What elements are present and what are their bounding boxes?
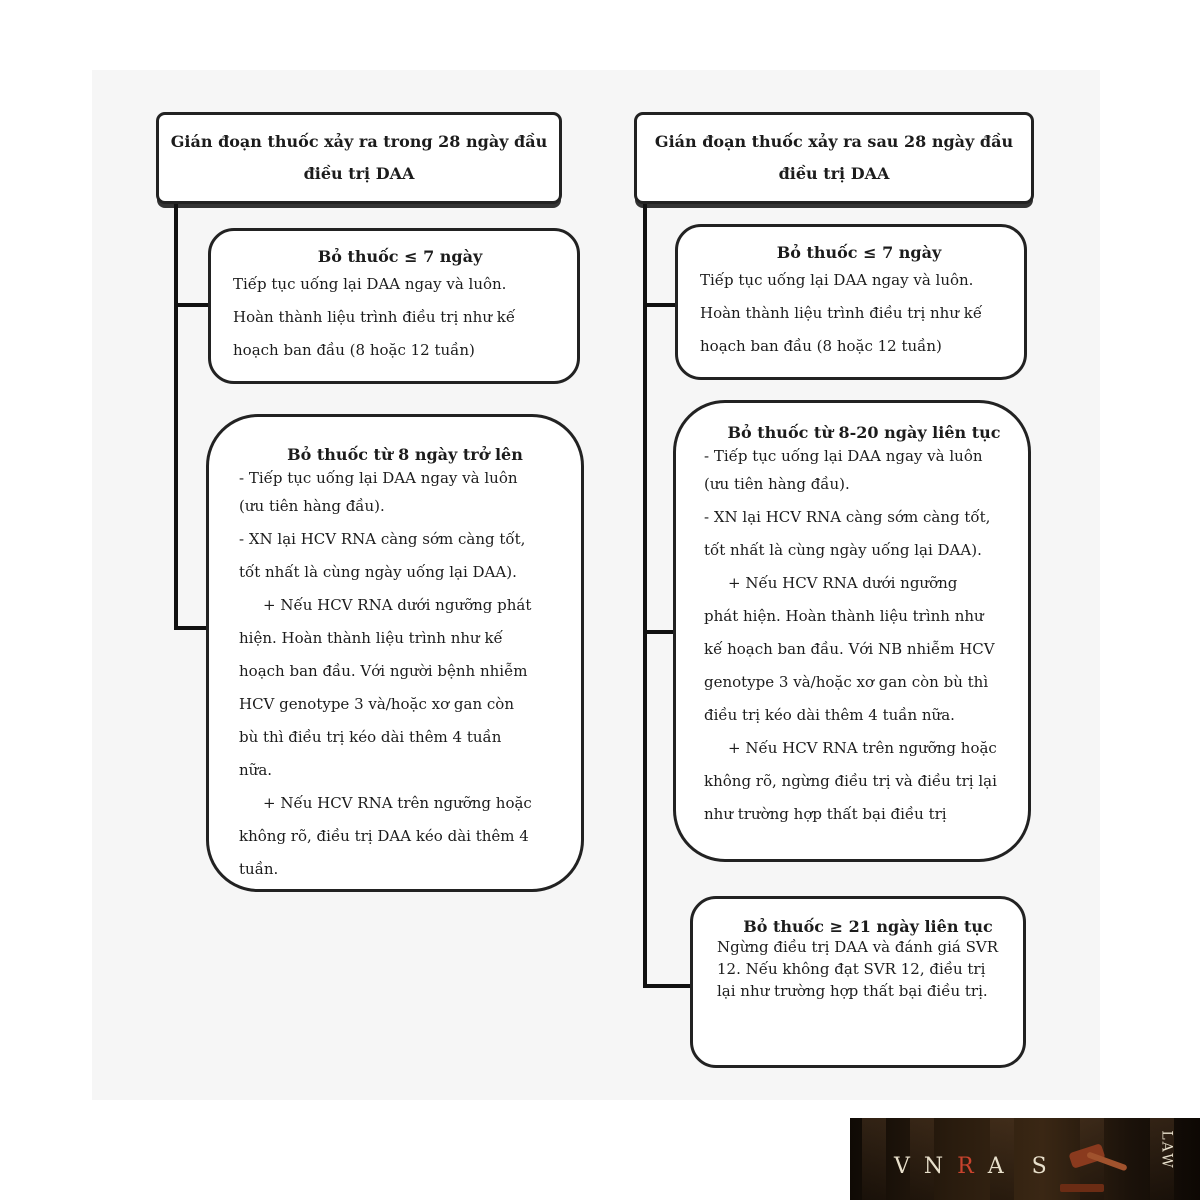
right-box2-line: + Nếu HCV RNA trên ngưỡng hoặc	[728, 739, 997, 757]
right-box2-line: genotype 3 và/hoặc xơ gan còn bù thì	[704, 673, 989, 691]
left-box2-line: tuần.	[239, 860, 279, 878]
left-box-long-break	[206, 414, 584, 892]
left-branch-1	[174, 303, 210, 307]
right-box-long-break	[690, 896, 1026, 1068]
left-box2-line: hoạch ban đầu. Với người bệnh nhiễm	[239, 662, 528, 680]
right-header-line-1: Gián đoạn thuốc xảy ra sau 28 ngày đầu	[654, 132, 1014, 151]
right-branch-3	[643, 984, 691, 988]
gavel-icon	[1056, 1140, 1136, 1196]
left-header-line-1: Gián đoạn thuốc xảy ra trong 28 ngày đầu	[170, 132, 548, 151]
left-box2-line: - XN lại HCV RNA càng sớm càng tốt,	[239, 530, 526, 548]
logo-side-text: LAW	[1158, 1130, 1175, 1170]
left-box2-line: không rõ, điều trị DAA kéo dài thêm 4	[239, 827, 529, 845]
left-box-short-break	[208, 228, 580, 384]
vnras-law-logo	[850, 1118, 1200, 1200]
left-box2-line: hiện. Hoàn thành liệu trình như kế	[239, 629, 503, 647]
right-box2-line: phát hiện. Hoàn thành liệu trình như	[704, 607, 984, 625]
left-box2-line: + Nếu HCV RNA dưới ngưỡng phát	[263, 596, 532, 614]
left-trunk-line	[174, 204, 178, 630]
right-trunk-line	[643, 204, 647, 988]
right-box2-line: như trường hợp thất bại điều trị	[704, 805, 947, 823]
left-box2-line: + Nếu HCV RNA trên ngưỡng hoặc	[263, 794, 532, 812]
logo-letter: N	[923, 1154, 958, 1179]
right-box-short-break	[675, 224, 1027, 380]
left-box1-line: Hoàn thành liệu trình điều trị như kế	[233, 308, 516, 326]
right-box2-line: kế hoạch ban đầu. Với NB nhiễm HCV	[704, 640, 995, 658]
left-box2-line: tốt nhất là cùng ngày uống lại DAA).	[239, 563, 517, 581]
right-box3-line: 12. Nếu không đạt SVR 12, điều trị	[717, 960, 986, 978]
right-box2-line: tốt nhất là cùng ngày uống lại DAA).	[704, 541, 982, 559]
left-box2-line: bù thì điều trị kéo dài thêm 4 tuần	[239, 728, 502, 746]
left-box1-line: Tiếp tục uống lại DAA ngay và luôn.	[233, 275, 507, 293]
right-box1-line: Tiếp tục uống lại DAA ngay và luôn.	[700, 271, 974, 289]
left-box1-line: hoạch ban đầu (8 hoặc 12 tuần)	[233, 341, 475, 359]
left-box2-title: Bỏ thuốc từ 8 ngày trở lên	[287, 445, 523, 464]
logo-letter: S	[1031, 1154, 1061, 1179]
logo-letters	[894, 1154, 1061, 1179]
left-box2-line: - Tiếp tục uống lại DAA ngay và luôn	[239, 469, 518, 487]
right-box-medium-break	[673, 400, 1031, 862]
left-box1-title: Bỏ thuốc ≤ 7 ngày	[317, 247, 483, 266]
right-box2-line: + Nếu HCV RNA dưới ngưỡng	[728, 574, 958, 592]
right-branch-2	[643, 630, 675, 634]
left-box2-line: (ưu tiên hàng đầu).	[239, 497, 385, 515]
right-branch-1	[643, 303, 677, 307]
logo-book-spine	[862, 1118, 886, 1200]
left-header-box	[156, 112, 562, 204]
right-box2-line: điều trị kéo dài thêm 4 tuần nữa.	[704, 706, 955, 724]
left-header-line-2: điều trị DAA	[303, 164, 415, 183]
right-box2-line: không rõ, ngừng điều trị và điều trị lại	[704, 772, 997, 790]
right-box3-line: Ngừng điều trị DAA và đánh giá SVR	[717, 938, 999, 956]
right-header-line-2: điều trị DAA	[778, 164, 890, 183]
logo-letter: V	[894, 1154, 924, 1179]
logo-letter: R	[957, 1154, 988, 1179]
right-box1-line: Hoàn thành liệu trình điều trị như kế	[700, 304, 983, 322]
right-box1-line: hoạch ban đầu (8 hoặc 12 tuần)	[700, 337, 942, 355]
right-box3-title: Bỏ thuốc ≥ 21 ngày liên tục	[743, 917, 993, 936]
right-box2-title: Bỏ thuốc từ 8-20 ngày liên tục	[727, 423, 1001, 442]
left-box2-line: HCV genotype 3 và/hoặc xơ gan còn	[239, 695, 514, 713]
right-box1-title: Bỏ thuốc ≤ 7 ngày	[776, 243, 942, 262]
right-box3-line: lại như trường hợp thất bại điều trị.	[717, 982, 988, 1000]
right-box2-line: - XN lại HCV RNA càng sớm càng tốt,	[704, 508, 991, 526]
right-header-box	[634, 112, 1034, 204]
right-box2-line: (ưu tiên hàng đầu).	[704, 475, 850, 493]
logo-letter: A	[987, 1154, 1018, 1179]
right-box2-line: - Tiếp tục uống lại DAA ngay và luôn	[704, 447, 983, 465]
left-branch-2	[174, 626, 208, 630]
left-box2-line: nữa.	[239, 761, 273, 779]
